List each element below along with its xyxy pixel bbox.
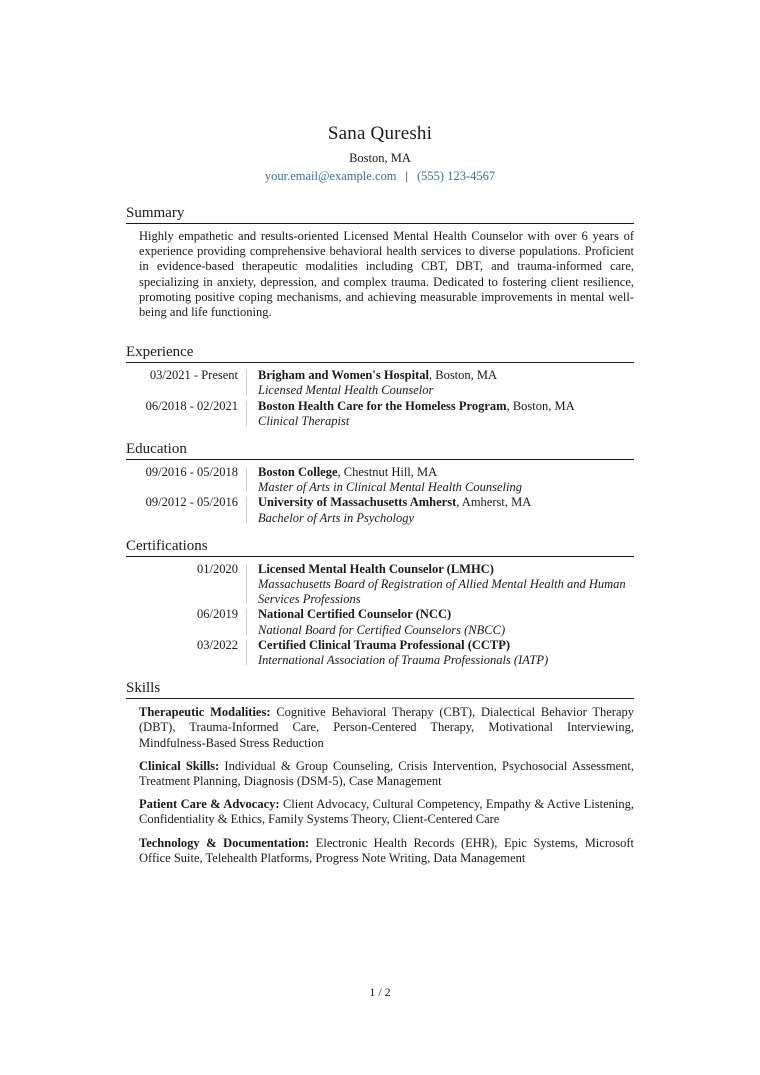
- certification-issuer: National Board for Certified Counselors (NBCC): [258, 622, 506, 637]
- skill-category: Clinical Skills:: [139, 758, 220, 773]
- certification-name: Licensed Mental Health Counselor (LMHC): [258, 561, 494, 576]
- experience-heading: Experience: [126, 343, 634, 363]
- entry-date: 03/2021 - Present: [149, 368, 238, 383]
- candidate-name: Sana Qureshi: [327, 123, 433, 144]
- contact-line: [126, 167, 634, 185]
- entry-role: Clinical Therapist: [258, 413, 350, 428]
- education-entry: [126, 495, 634, 525]
- education-list: [126, 465, 634, 526]
- page-number: 1 / 2: [369, 985, 391, 999]
- entry-date: 03/2022: [197, 637, 238, 652]
- resume-page: [126, 122, 634, 866]
- email-link[interactable]: your.email@example.com: [264, 169, 397, 183]
- entry-date: 01/2020: [197, 561, 238, 576]
- education-heading: Education: [126, 440, 634, 460]
- entry-location: , Amherst, MA: [456, 495, 532, 510]
- experience-entry: [126, 368, 634, 398]
- skill-group: [139, 797, 634, 827]
- entry-date: 09/2012 - 05/2016: [145, 495, 238, 510]
- experience-section: [126, 343, 634, 429]
- skill-category: Patient Care & Advocacy:: [139, 797, 280, 812]
- summary-text: Highly empathetic and results-oriented Licensed Mental Health Counselor with over 6 years of experience providing comprehensive behavioral health services to diverse populations. Proficient in evidence-based therapeutic modalities including CBT, DBT, and trauma-informed care, specializing in anxiety, depression, and complex trauma. Dedicated to fostering client resilience, promoting positive coping mechanisms, and achieving measurable improvements in mental well-being and life functioning.: [139, 229, 634, 320]
- certification-issuer: International Association of Trauma Professionals (IATP): [258, 653, 549, 668]
- entry-date: 06/2019: [197, 607, 238, 622]
- experience-entry: [126, 399, 634, 429]
- skill-list: Individual & Group Counseling, Crisis Intervention, Psychosocial Assessment, Treatment Planning, Diagnosis (DSM-5), Case Management: [139, 758, 634, 789]
- skill-category: Technology & Documentation:: [139, 835, 310, 850]
- skill-category: Therapeutic Modalities:: [139, 705, 271, 720]
- certification-entry: [126, 638, 634, 668]
- entry-role: Licensed Mental Health Counselor: [258, 383, 434, 398]
- skill-group: [139, 705, 634, 751]
- experience-list: [126, 368, 634, 429]
- entry-organization: University of Massachusetts Amherst: [258, 495, 457, 510]
- certifications-section: [126, 537, 634, 668]
- certification-issuer: Massachusetts Board of Registration of Allied Mental Health and Human Services Professions: [258, 577, 626, 607]
- entry-degree: Bachelor of Arts in Psychology: [258, 510, 414, 525]
- certification-name: National Certified Counselor (NCC): [258, 607, 452, 622]
- summary-section: [126, 204, 634, 320]
- certifications-list: [126, 562, 634, 668]
- entry-date: 09/2016 - 05/2018: [145, 465, 238, 480]
- contact-separator: |: [405, 169, 408, 183]
- entry-location: , Boston, MA: [506, 398, 575, 413]
- entry-degree: Master of Arts in Clinical Mental Health Counseling: [258, 480, 522, 495]
- entry-organization: Brigham and Women's Hospital: [258, 368, 429, 383]
- skill-group: [139, 836, 634, 866]
- entry-location: , Chestnut Hill, MA: [337, 465, 438, 480]
- candidate-location: Boston, MA: [349, 151, 411, 165]
- entry-location: , Boston, MA: [428, 368, 498, 383]
- skills-heading: Skills: [126, 679, 634, 699]
- skill-group: [139, 759, 634, 789]
- skill-list: Electronic Health Records (EHR), Epic Systems, Microsoft Office Suite, Telehealth Platforms, Progress Note Writing, Data Management: [139, 835, 634, 865]
- entry-date: 06/2018 - 02/2021: [145, 398, 238, 413]
- skill-list: Cognitive Behavioral Therapy (CBT), Dialectical Behavior Therapy (DBT), Trauma-Informed Care, Person-Centered Therapy, Motivational Interviewing, Mindfulness-Based Stress Reduction: [139, 705, 634, 750]
- certification-name: Certified Clinical Trauma Professional (CCTP): [258, 637, 511, 652]
- phone-link[interactable]: (555) 123-4567: [417, 169, 496, 183]
- certifications-heading: Certifications: [126, 537, 634, 557]
- summary-heading: Summary: [126, 204, 634, 224]
- education-entry: [126, 465, 634, 495]
- skills-section: [126, 679, 634, 866]
- resume-header: [126, 122, 634, 185]
- entry-organization: Boston Health Care for the Homeless Program: [258, 398, 507, 413]
- certification-entry: [126, 607, 634, 637]
- skill-list: Client Advocacy, Cultural Competency, Empathy & Active Listening, Confidentiality & Ethics, Family Systems Theory, Client-Centered Care: [139, 797, 634, 827]
- entry-organization: Boston College: [258, 465, 338, 480]
- certification-entry: [126, 562, 634, 608]
- education-section: [126, 440, 634, 526]
